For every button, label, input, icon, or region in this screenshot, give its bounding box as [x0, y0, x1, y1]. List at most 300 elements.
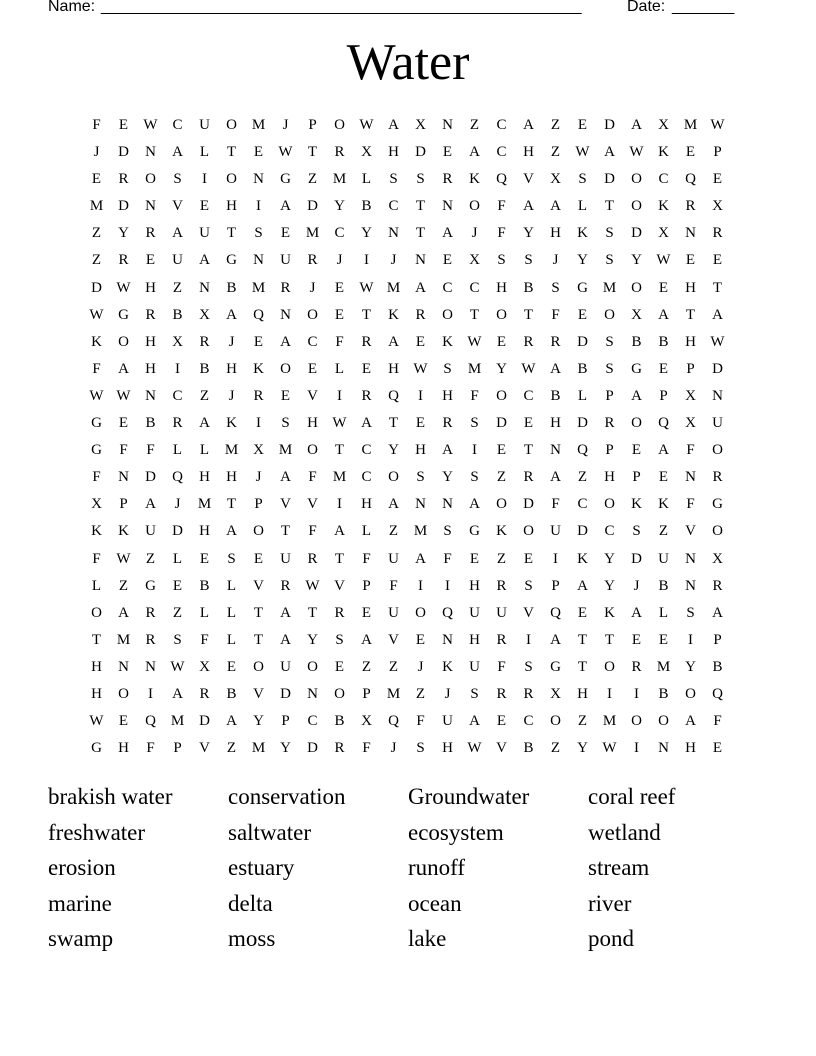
- grid-letter: W: [575, 144, 590, 161]
- grid-letter: V: [172, 198, 183, 215]
- grid-letter: Q: [550, 604, 561, 621]
- grid-letter: E: [172, 577, 183, 594]
- grid-letter: E: [145, 252, 156, 269]
- grid-letter: E: [523, 550, 534, 567]
- grid-letter: E: [496, 442, 507, 459]
- grid-letter: W: [170, 658, 185, 675]
- grid-letter: D: [307, 740, 318, 757]
- grid-letter: Z: [226, 740, 237, 757]
- grid-letter: N: [388, 225, 399, 242]
- grid-letter: T: [91, 631, 102, 648]
- grid-letter: K: [91, 333, 102, 350]
- grid-letter: Y: [388, 442, 399, 459]
- grid-letter: Z: [415, 685, 426, 702]
- grid-letter: K: [118, 523, 129, 540]
- grid-letter: U: [280, 658, 291, 675]
- grid-letter: H: [199, 469, 210, 486]
- grid-letter: O: [334, 117, 345, 133]
- grid-letter: H: [145, 279, 156, 296]
- grid-letter: O: [469, 198, 480, 215]
- grid-letter: F: [308, 523, 317, 540]
- word-list-item: conservation: [228, 784, 346, 809]
- grid-letter: W: [413, 360, 428, 377]
- grid-letter: I: [418, 387, 423, 404]
- grid-letter: T: [253, 631, 264, 648]
- grid-letter: G: [712, 496, 723, 513]
- grid-letter: R: [118, 252, 129, 269]
- grid-letter: R: [280, 577, 291, 594]
- grid-letter: H: [577, 685, 588, 702]
- grid-letter: C: [172, 117, 183, 133]
- grid-letter: M: [251, 279, 266, 296]
- grid-letter: G: [280, 171, 291, 188]
- grid-letter: F: [308, 469, 317, 486]
- grid-letter: H: [388, 360, 399, 377]
- grid-letter: Z: [550, 117, 561, 133]
- grid-letter: X: [415, 117, 426, 133]
- grid-letter: F: [92, 550, 101, 567]
- grid-letter: C: [172, 387, 183, 404]
- grid-letter: X: [712, 550, 723, 567]
- grid-letter: W: [89, 387, 104, 404]
- grid-letter: F: [92, 117, 101, 133]
- grid-letter: A: [442, 442, 453, 459]
- grid-letter: S: [470, 685, 479, 702]
- grid-letter: I: [148, 685, 153, 702]
- grid-letter: O: [496, 387, 507, 404]
- grid-letter: I: [256, 415, 261, 432]
- grid-letter: Q: [712, 685, 723, 702]
- grid-letter: F: [551, 306, 560, 323]
- grid-letter: W: [521, 360, 536, 377]
- grid-letter: V: [334, 577, 345, 594]
- grid-letter: Z: [199, 387, 210, 404]
- grid-letter: B: [226, 279, 237, 296]
- grid-letter: Z: [496, 550, 507, 567]
- grid-letter: U: [199, 225, 210, 242]
- grid-letter: O: [253, 523, 264, 540]
- grid-letter: M: [602, 279, 617, 296]
- grid-letter: W: [305, 577, 320, 594]
- grid-letter: E: [658, 360, 669, 377]
- grid-letter: R: [307, 252, 318, 269]
- grid-letter: R: [118, 171, 129, 188]
- grid-letter: C: [658, 171, 669, 188]
- grid-letter: I: [364, 252, 369, 269]
- grid-letter: F: [200, 631, 209, 648]
- grid-letter: A: [442, 225, 453, 242]
- grid-letter: E: [712, 171, 723, 188]
- grid-letter: S: [497, 252, 506, 269]
- grid-letter: X: [469, 252, 480, 269]
- grid-letter: W: [359, 117, 374, 133]
- grid-letter: Y: [577, 740, 588, 757]
- grid-letter: H: [118, 740, 129, 757]
- grid-letter: D: [199, 713, 210, 730]
- grid-letter: S: [335, 631, 344, 648]
- grid-letter: T: [415, 198, 426, 215]
- grid-letter: Y: [118, 225, 129, 242]
- grid-letter: X: [658, 117, 669, 133]
- grid-letter: S: [686, 604, 695, 621]
- grid-letter: G: [91, 415, 102, 432]
- grid-letter: T: [361, 306, 372, 323]
- grid-letter: V: [280, 496, 291, 513]
- grid-letter: F: [335, 333, 344, 350]
- grid-letter: F: [497, 658, 506, 675]
- grid-letter: W: [278, 144, 293, 161]
- grid-letter: R: [523, 685, 534, 702]
- grid-letter: Q: [685, 171, 696, 188]
- grid-letter: C: [604, 523, 615, 540]
- grid-letter: A: [415, 550, 426, 567]
- grid-letter: S: [416, 469, 425, 486]
- grid-letter: A: [658, 442, 669, 459]
- grid-letter: S: [632, 523, 641, 540]
- grid-letter: H: [496, 279, 507, 296]
- name-label: Name:: [48, 0, 96, 15]
- grid-letter: N: [253, 252, 264, 269]
- grid-letter: K: [226, 415, 237, 432]
- grid-letter: H: [91, 658, 102, 675]
- grid-letter: D: [577, 523, 588, 540]
- grid-letter: V: [199, 740, 210, 757]
- grid-letter: T: [415, 225, 426, 242]
- grid-letter: A: [118, 604, 129, 621]
- grid-letter: C: [361, 442, 372, 459]
- grid-letter: H: [685, 740, 696, 757]
- grid-letter: M: [251, 117, 266, 133]
- grid-letter: L: [361, 523, 372, 540]
- grid-letter: F: [497, 225, 506, 242]
- grid-letter: R: [199, 333, 210, 350]
- grid-letter: S: [389, 171, 398, 188]
- date-line: _______: [672, 0, 735, 15]
- grid-letter: E: [253, 550, 264, 567]
- page-title: Water: [346, 34, 470, 91]
- grid-letter: O: [523, 523, 534, 540]
- grid-letter: A: [280, 631, 291, 648]
- grid-letter: O: [685, 685, 696, 702]
- grid-letter: F: [92, 360, 101, 377]
- grid-letter: Z: [577, 713, 588, 730]
- grid-letter: L: [361, 171, 372, 188]
- grid-letter: U: [145, 523, 156, 540]
- grid-letter: L: [199, 144, 210, 161]
- grid-letter: X: [361, 713, 372, 730]
- grid-letter: Q: [496, 171, 507, 188]
- grid-letter: B: [145, 415, 156, 432]
- grid-letter: I: [418, 577, 423, 594]
- grid-letter: E: [253, 144, 264, 161]
- grid-letter: H: [199, 523, 210, 540]
- grid-letter: F: [362, 740, 371, 757]
- grid-letter: J: [390, 740, 397, 757]
- grid-letter: W: [116, 550, 131, 567]
- grid-letter: E: [118, 713, 129, 730]
- grid-letter: I: [337, 496, 342, 513]
- grid-letter: C: [307, 713, 318, 730]
- grid-letter: P: [713, 144, 722, 161]
- grid-letter: V: [496, 740, 507, 757]
- grid-letter: W: [656, 252, 671, 269]
- grid-letter: O: [334, 685, 345, 702]
- grid-letter: Z: [388, 523, 399, 540]
- grid-letter: U: [496, 604, 507, 621]
- grid-letter: D: [307, 198, 318, 215]
- grid-letter: R: [523, 333, 534, 350]
- grid-letter: U: [280, 550, 291, 567]
- grid-letter: R: [361, 387, 372, 404]
- grid-letter: J: [417, 658, 424, 675]
- grid-letter: L: [577, 387, 588, 404]
- grid-letter: A: [226, 306, 237, 323]
- grid-letter: R: [442, 171, 453, 188]
- grid-letter: Y: [307, 631, 318, 648]
- grid-letter: R: [442, 415, 453, 432]
- grid-letter: N: [685, 550, 696, 567]
- grid-letter: U: [712, 415, 723, 432]
- grid-letter: F: [686, 442, 695, 459]
- grid-letter: H: [442, 740, 453, 757]
- grid-letter: I: [337, 387, 342, 404]
- grid-letter: R: [361, 333, 372, 350]
- grid-letter: S: [281, 415, 290, 432]
- grid-letter: O: [631, 171, 642, 188]
- grid-letter: E: [685, 144, 696, 161]
- grid-letter: G: [118, 306, 129, 323]
- grid-letter: O: [118, 333, 129, 350]
- grid-letter: D: [631, 225, 642, 242]
- grid-letter: Z: [172, 279, 183, 296]
- grid-letter: M: [278, 442, 293, 459]
- grid-letter: B: [631, 333, 642, 350]
- grid-letter: E: [442, 252, 453, 269]
- grid-letter: L: [334, 360, 345, 377]
- grid-letter: T: [523, 442, 534, 459]
- grid-letter: K: [253, 360, 264, 377]
- word-list-item: erosion: [48, 855, 116, 881]
- grid-letter: F: [470, 387, 479, 404]
- grid-letter: O: [388, 469, 399, 486]
- grid-letter: X: [199, 306, 210, 323]
- grid-letter: A: [523, 198, 534, 215]
- grid-letter: T: [604, 631, 615, 648]
- grid-letter: E: [361, 360, 372, 377]
- grid-letter: Z: [118, 577, 129, 594]
- grid-letter: H: [145, 333, 156, 350]
- grid-letter: R: [523, 469, 534, 486]
- grid-letter: F: [146, 740, 155, 757]
- grid-letter: D: [577, 333, 588, 350]
- grid-letter: B: [361, 198, 372, 215]
- grid-letter: E: [658, 631, 669, 648]
- grid-letter: E: [496, 713, 507, 730]
- grid-letter: O: [118, 685, 129, 702]
- grid-letter: L: [91, 577, 102, 594]
- grid-letter: O: [307, 658, 318, 675]
- grid-letter: X: [550, 171, 561, 188]
- grid-letter: S: [605, 360, 614, 377]
- grid-letter: A: [685, 713, 696, 730]
- grid-letter: M: [251, 740, 266, 757]
- grid-letter: D: [280, 685, 291, 702]
- grid-letter: T: [388, 415, 399, 432]
- grid-letter: K: [631, 496, 642, 513]
- grid-letter: Y: [631, 252, 642, 269]
- grid-letter: A: [388, 496, 399, 513]
- grid-letter: E: [523, 415, 534, 432]
- grid-letter: E: [415, 415, 426, 432]
- grid-letter: M: [89, 198, 104, 215]
- grid-letter: L: [226, 604, 237, 621]
- grid-letter: C: [523, 713, 534, 730]
- grid-letter: O: [226, 117, 237, 133]
- grid-letter: E: [415, 333, 426, 350]
- grid-letter: F: [443, 550, 452, 567]
- grid-letter: S: [470, 469, 479, 486]
- grid-letter: A: [550, 198, 561, 215]
- grid-letter: I: [472, 442, 477, 459]
- grid-letter: F: [119, 442, 128, 459]
- grid-letter: T: [226, 225, 237, 242]
- grid-letter: X: [253, 442, 264, 459]
- grid-letter: O: [631, 713, 642, 730]
- grid-letter: J: [336, 252, 343, 269]
- grid-letter: O: [253, 658, 264, 675]
- grid-letter: E: [577, 117, 588, 133]
- grid-letter: Q: [577, 442, 588, 459]
- grid-letter: E: [712, 740, 723, 757]
- grid-letter: A: [415, 279, 426, 296]
- grid-letter: E: [658, 469, 669, 486]
- grid-letter: E: [361, 604, 372, 621]
- grid-letter: B: [712, 658, 723, 675]
- grid-letter: S: [443, 360, 452, 377]
- grid-letter: N: [442, 631, 453, 648]
- grid-letter: N: [199, 279, 210, 296]
- grid-letter: B: [199, 577, 210, 594]
- grid-letter: D: [118, 144, 129, 161]
- grid-letter: R: [145, 604, 156, 621]
- grid-letter: T: [604, 198, 615, 215]
- grid-letter: D: [118, 198, 129, 215]
- grid-letter: J: [282, 117, 289, 133]
- grid-letter: O: [442, 306, 453, 323]
- grid-letter: N: [307, 685, 318, 702]
- grid-letter: I: [634, 685, 639, 702]
- grid-letter: S: [470, 415, 479, 432]
- grid-letter: O: [631, 198, 642, 215]
- grid-letter: A: [469, 496, 480, 513]
- grid-letter: E: [496, 333, 507, 350]
- grid-letter: E: [118, 415, 129, 432]
- grid-letter: E: [226, 658, 237, 675]
- grid-letter: R: [604, 415, 615, 432]
- grid-letter: B: [199, 360, 210, 377]
- grid-letter: P: [659, 387, 668, 404]
- grid-letter: B: [172, 306, 183, 323]
- grid-letter: F: [551, 496, 560, 513]
- grid-letter: H: [442, 387, 453, 404]
- grid-letter: G: [631, 360, 642, 377]
- grid-letter: R: [334, 604, 345, 621]
- grid-letter: A: [280, 333, 291, 350]
- grid-letter: P: [308, 117, 317, 133]
- word-list-item: delta: [228, 890, 273, 916]
- grid-letter: Z: [307, 171, 318, 188]
- grid-letter: J: [309, 279, 316, 296]
- grid-letter: T: [577, 658, 588, 675]
- grid-letter: A: [361, 415, 372, 432]
- grid-letter: D: [496, 415, 507, 432]
- grid-letter: B: [550, 387, 561, 404]
- grid-letter: A: [469, 713, 480, 730]
- grid-letter: L: [226, 631, 237, 648]
- grid-letter: N: [550, 442, 561, 459]
- grid-letter: A: [658, 306, 669, 323]
- grid-letter: K: [577, 225, 588, 242]
- grid-letter: Z: [388, 658, 399, 675]
- grid-letter: N: [685, 577, 696, 594]
- word-list-item: estuary: [228, 855, 295, 881]
- grid-letter: H: [523, 144, 534, 161]
- grid-letter: F: [713, 713, 722, 730]
- grid-letter: V: [523, 171, 534, 188]
- grid-letter: O: [91, 604, 102, 621]
- grid-letter: R: [145, 225, 156, 242]
- grid-letter: W: [116, 387, 131, 404]
- grid-letter: D: [145, 469, 156, 486]
- grid-letter: F: [389, 577, 398, 594]
- grid-letter: K: [469, 171, 480, 188]
- grid-letter: Y: [496, 360, 507, 377]
- grid-letter: I: [202, 171, 207, 188]
- grid-letter: F: [146, 442, 155, 459]
- grid-letter: U: [658, 550, 669, 567]
- grid-letter: J: [255, 469, 262, 486]
- grid-letter: H: [226, 469, 237, 486]
- grid-letter: E: [577, 306, 588, 323]
- grid-letter: A: [226, 523, 237, 540]
- grid-letter: C: [496, 117, 507, 133]
- grid-letter: I: [553, 550, 558, 567]
- grid-letter: T: [280, 523, 291, 540]
- grid-letter: T: [469, 306, 480, 323]
- grid-letter: N: [145, 144, 156, 161]
- grid-letter: Q: [145, 713, 156, 730]
- grid-letter: H: [550, 415, 561, 432]
- grid-letter: A: [388, 117, 399, 133]
- grid-letter: M: [386, 279, 401, 296]
- grid-letter: R: [712, 469, 723, 486]
- grid-letter: A: [631, 117, 642, 133]
- grid-letter: Q: [658, 415, 669, 432]
- word-list-item: lake: [408, 926, 447, 952]
- grid-letter: K: [658, 496, 669, 513]
- grid-letter: W: [467, 333, 482, 350]
- grid-letter: A: [199, 415, 210, 432]
- grid-letter: R: [415, 306, 426, 323]
- grid-letter: K: [604, 604, 615, 621]
- grid-letter: R: [550, 333, 561, 350]
- grid-letter: R: [712, 225, 723, 242]
- grid-letter: I: [607, 685, 612, 702]
- grid-letter: A: [388, 333, 399, 350]
- grid-letter: X: [658, 225, 669, 242]
- grid-letter: S: [443, 523, 452, 540]
- grid-letter: N: [442, 496, 453, 513]
